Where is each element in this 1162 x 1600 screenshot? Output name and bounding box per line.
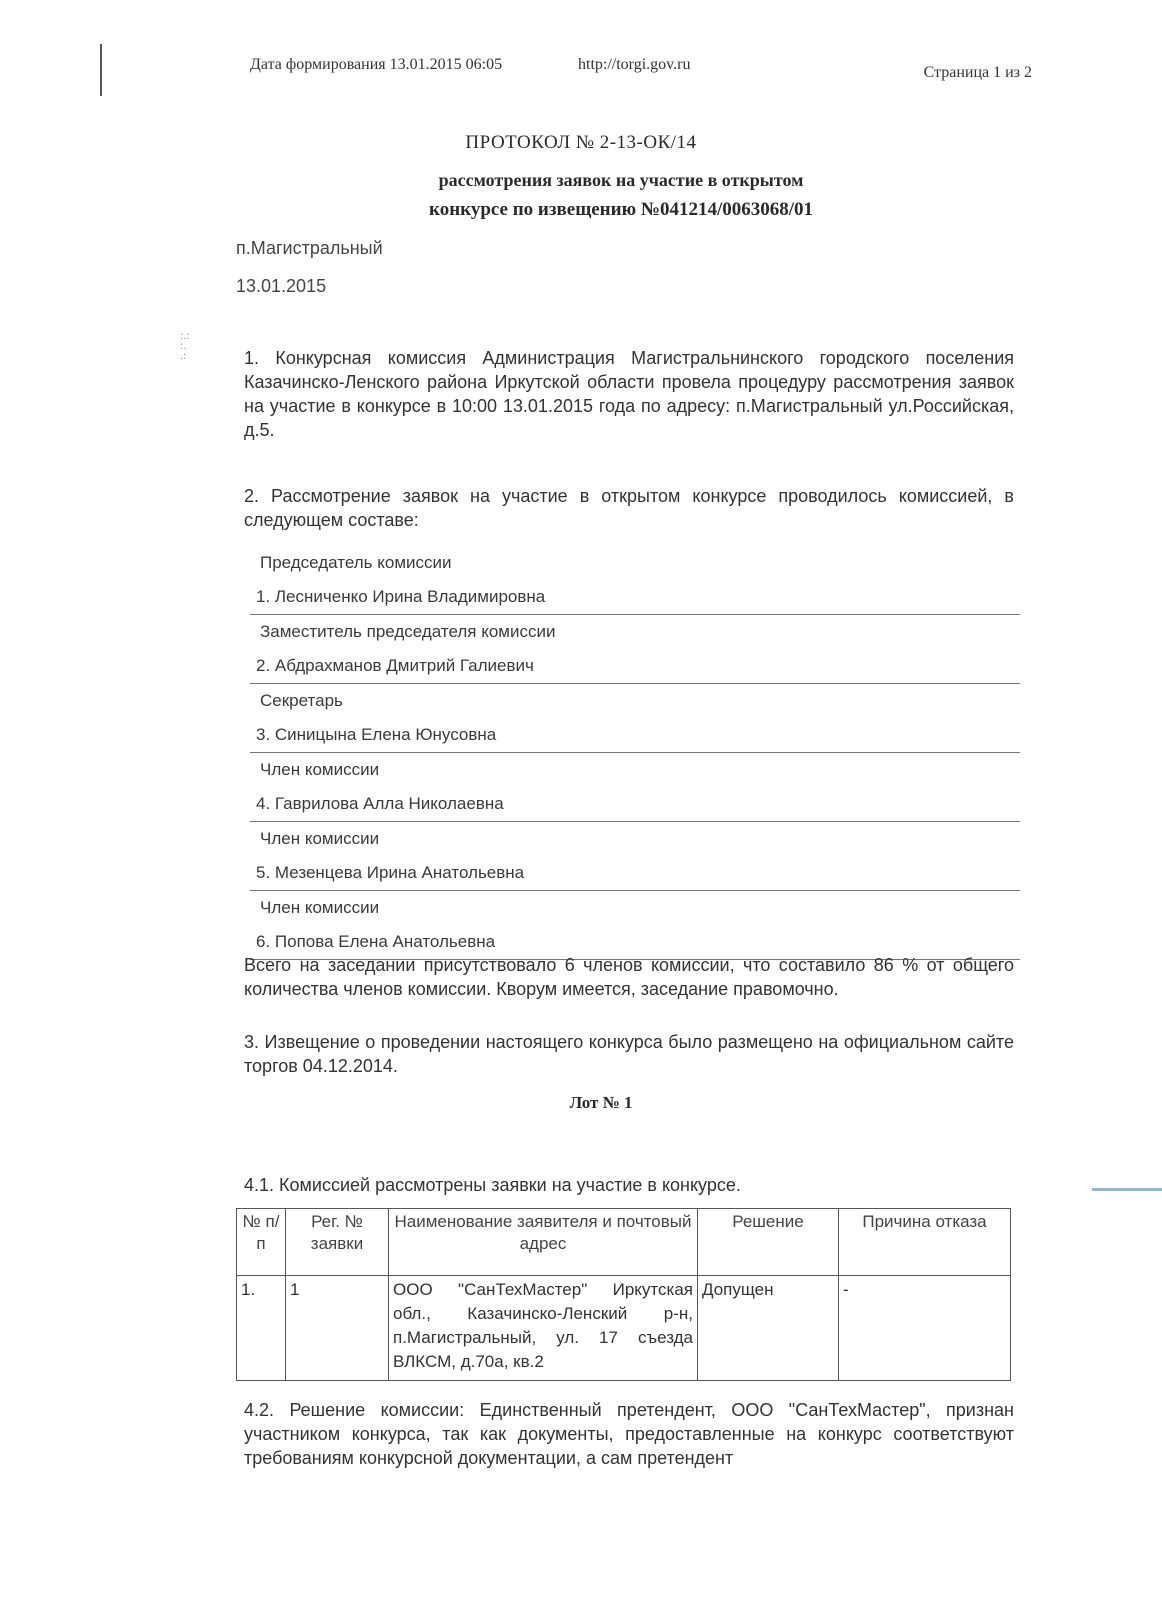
- member-name: 2. Абдрахманов Дмитрий Галиевич: [250, 649, 1020, 684]
- col-reg-number: Рег. № заявки: [286, 1209, 389, 1276]
- scan-edge-mark: [1092, 1188, 1162, 1191]
- quorum-text: Всего на заседании присутствовало 6 членов комиссии, что составило 86 % от общего количества членов комиссии. Кворум имеется, заседание правомочно.: [244, 955, 1014, 999]
- member-name: 5. Мезенцева Ирина Анатольевна: [250, 856, 1020, 891]
- subtitle-line-1: рассмотрения заявок на участие в открытом: [438, 170, 804, 190]
- member-role: Член комиссии: [260, 829, 380, 848]
- section-2: 2. Рассмотрение заявок на участие в открытом конкурсе проводилось комиссией, в следующем составе:: [244, 486, 1014, 530]
- member-name: 1. Лесниченко Ирина Владимировна: [250, 580, 1020, 615]
- member-role: Член комиссии: [260, 898, 380, 917]
- committee-member: [250, 822, 1020, 891]
- cell-refusal-reason: -: [839, 1276, 1011, 1381]
- place: п.Магистральный: [236, 238, 383, 258]
- section-4-2: 4.2. Решение комиссии: Единственный претендент, ООО "СанТехМастер", признан участником конкурса, так как документы, предоставленные на конкурс соответствуют требованиям конкурсной документации, а сам претендент: [244, 1400, 1014, 1468]
- cell-applicant: ООО "СанТехМастер" Иркутская обл., Казачинско-Ленский р-н, п.Магистральный, ул. 17 съезда ВЛКСМ, д.70а, кв.2: [389, 1276, 698, 1381]
- table-header-row: [237, 1209, 1011, 1276]
- committee-list: [250, 546, 1020, 960]
- col-number: № п/п: [237, 1209, 286, 1276]
- source-url: http://torgi.gov.ru: [578, 56, 691, 73]
- committee-member: [250, 546, 1020, 615]
- member-role: Секретарь: [260, 691, 343, 710]
- subtitle-line-2: конкурсе по извещению №041214/0063068/01: [429, 199, 813, 220]
- col-refusal-reason: Причина отказа: [839, 1209, 1011, 1276]
- member-role: Член комиссии: [260, 760, 380, 779]
- lot-heading: Лот № 1: [569, 1093, 633, 1112]
- section-4-1: 4.1. Комиссией рассмотрены заявки на участие в конкурсе.: [244, 1175, 741, 1195]
- protocol-date: 13.01.2015: [236, 276, 327, 296]
- col-decision: Решение: [698, 1209, 839, 1276]
- member-role: Заместитель председателя комиссии: [260, 622, 556, 641]
- scan-mark: [100, 44, 102, 96]
- scan-noise: :.: :. .:: [180, 328, 190, 362]
- committee-member: [250, 684, 1020, 753]
- formation-date: Дата формирования 13.01.2015 06:05: [250, 56, 503, 73]
- section-3: 3. Извещение о проведении настоящего конкурса было размещено на официальном сайте торгов 04.12.2014.: [244, 1032, 1014, 1076]
- committee-member: [250, 891, 1020, 960]
- cell-reg-number: 1: [286, 1276, 389, 1381]
- member-role: Председатель комиссии: [260, 553, 452, 572]
- cell-decision: Допущен: [698, 1276, 839, 1381]
- col-applicant: Наименование заявителя и почтовый адрес: [389, 1209, 698, 1276]
- page-number: Страница 1 из 2: [923, 64, 1032, 81]
- member-name: 4. Гаврилова Алла Николаевна: [250, 787, 1020, 822]
- committee-member: [250, 615, 1020, 684]
- protocol-subtitle: [0, 165, 1162, 225]
- committee-member: [250, 753, 1020, 822]
- member-name: 3. Синицына Елена Юнусовна: [250, 718, 1020, 753]
- table-row: [237, 1276, 1011, 1381]
- cell-number: 1.: [237, 1276, 286, 1381]
- protocol-title: ПРОТОКОЛ № 2-13-ОК/14: [465, 132, 697, 153]
- section-1: 1. Конкурсная комиссия Администрация Магистральнинского городского поселения Казачинско-Ленского района Иркутской области провела процедуру рассмотрения заявок на участие в конкурсе в 10:00 13.01.2015 года по адресу: п.Магистральный ул.Российская, д.5.: [244, 348, 1014, 440]
- member-name: 6. Попова Елена Анатольевна: [250, 925, 1020, 960]
- applications-table: [236, 1208, 1011, 1381]
